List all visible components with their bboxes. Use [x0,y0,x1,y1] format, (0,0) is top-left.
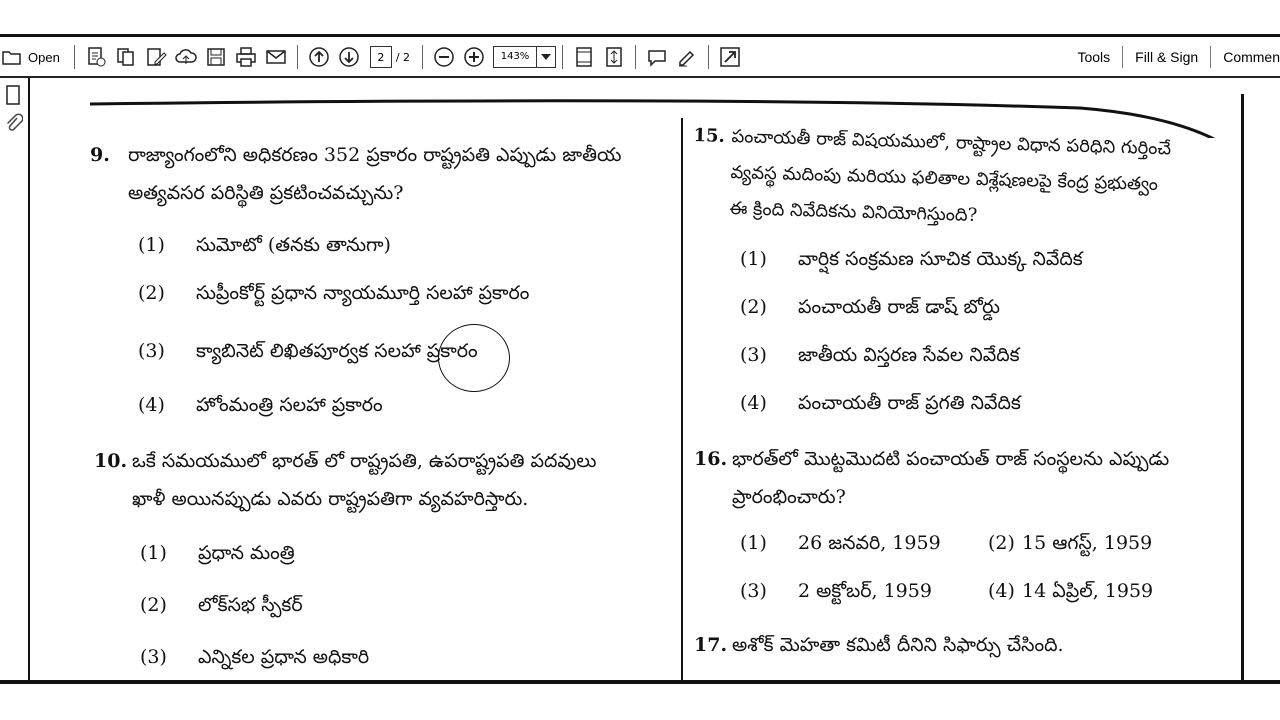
page-thumbnails-button[interactable] [3,84,23,106]
option: (3) ఎన్నికల ప్రధాన అధికారి [140,646,370,668]
option: (2) పంచాయతీ రాజ్ డాష్ బోర్డు [740,296,1000,318]
comment-menu[interactable]: Commen [1223,49,1280,65]
highlighter-icon [676,46,698,68]
option: (1) 26 జనవరి, 1959 (2) 15 ఆగస్ట్, 1959 [740,532,1153,554]
question-text: ఒకే సమయములో భారత్ లో రాష్ట్రపతి, ఉపరాష్ట్రపతి పదవులు [132,450,597,472]
cloud-upload-icon [175,46,197,68]
question-number: 10. [94,450,128,472]
document-view[interactable] [30,78,1280,680]
question-10 [94,442,674,518]
combine-files-icon [115,46,137,68]
attachments-button[interactable] [3,112,23,134]
edit-pdf-icon [145,46,167,68]
arrow-down-circle-icon [338,46,360,68]
zoom-in-button[interactable] [461,44,487,70]
option: (2) సుప్రీంకోర్ట్ ప్రధాన న్యాయమూర్తి సలహా ప్రకారం [138,282,530,304]
page-right-border [1241,94,1244,680]
combine-files-button[interactable] [113,44,139,70]
window-top-border [0,34,1280,37]
right-menu [1065,38,1280,76]
option: (1) ప్రధాన మంత్రి [140,542,295,564]
option: (3) 2 అక్టోబర్, 1959 (4) 14 ఏప్రిల్, 1959 [740,580,1154,602]
tools-menu[interactable]: Tools [1065,46,1123,68]
paperclip-icon [3,112,23,134]
toolbar-separator [297,45,298,69]
fit-page-icon [573,46,595,68]
save-icon [205,46,227,68]
answer-circle-mark [438,324,510,392]
option: (4) పంచాయతీ రాజ్ ప్రగతి నివేదిక [740,392,1021,414]
question-text: అత్యవసర పరిస్థితి ప్రకటించవచ్చును? [128,182,404,204]
open-label: Open [28,49,60,65]
fit-page-button[interactable] [571,44,597,70]
option: (1) వార్షిక సంక్రమణ సూచిక యొక్క నివేదిక [740,248,1083,270]
question-15 [691,118,1234,241]
option: (4) హోంమంత్రి సలహా ప్రకారం [138,394,383,416]
question-text: అశోక్ మెహతా కమిటీ దీనిని సిఫార్సు చేసింది. [732,634,1064,656]
option: (2) లోక్‌సభ స్పీకర్ [140,594,303,616]
reader-toolbar [0,38,1280,78]
save-button[interactable] [203,44,229,70]
comment-icon [646,46,668,68]
page-scroll-icon [603,46,625,68]
option: (3) క్యాబినెట్ లిఖితపూర్వక సలహా ప్రకారం [138,340,478,362]
question-17 [694,626,1234,664]
question-text: భారత్‌లో మొట్టమొదటి పంచాయత్ రాజ్ సంస్థలను ఎప్పుడు [732,448,1170,470]
question-text: వ్యవస్థ మదింపు మరియు ఫలితాల విశ్లేషణలపై కేంద్ర ప్రభుత్వం [730,162,1159,195]
question-text: పంచాయతీ రాజ్ విషయములో, రాష్ట్రాల విధాన పరిధిని గుర్తించే [731,126,1172,160]
create-pdf-icon [85,46,107,68]
page-number-input[interactable]: 2 [370,46,392,68]
question-text: ఈ క్రింది నివేదికను వినియోగిస్తుంది? [729,198,978,226]
previous-page-button[interactable] [306,44,332,70]
edit-pdf-button[interactable] [143,44,169,70]
zoom-out-button[interactable] [431,44,457,70]
window-bottom-border [0,680,1280,684]
question-text: రాజ్యాంగంలోని అధికరణం 352 ప్రకారం రాష్ట్రపతి ఎప్పుడు జాతీయ [128,144,622,166]
question-16 [694,440,1234,516]
scrolling-mode-button[interactable] [601,44,627,70]
question-9 [90,136,670,212]
question-number: 17. [694,634,728,656]
column-divider [681,118,683,680]
toolbar-separator [635,45,636,69]
add-comment-button[interactable] [644,44,670,70]
navigation-pane [0,78,30,680]
option: (1) సుమోటో (తనకు తానుగా) [138,234,391,256]
full-screen-button[interactable] [717,44,743,70]
arrow-up-circle-icon [308,46,330,68]
option: (3) జాతీయ విస్తరణ సేవల నివేదిక [740,344,1020,366]
next-page-button[interactable] [336,44,362,70]
folder-icon [2,48,22,66]
envelope-icon [265,46,287,68]
expand-icon [719,46,741,68]
zoom-value: 143% [494,47,537,67]
create-pdf-button[interactable] [83,44,109,70]
question-text: ఖాళీ అయినప్పుడు ఎవరు రాష్ట్రపతిగా వ్యవహరిస్తారు. [132,488,529,510]
highlight-button[interactable] [674,44,700,70]
page-thumbnails-icon [3,84,23,106]
question-number: 15. [693,124,726,147]
question-text: ప్రారంభించారు? [732,486,846,508]
toolbar-separator [708,45,709,69]
print-button[interactable] [233,44,259,70]
toolbar-separator [74,45,75,69]
toolbar-separator [422,45,423,69]
page-total: / 2 [395,50,411,64]
toolbar-separator [562,45,563,69]
print-icon [235,46,257,68]
question-number: 9. [90,144,110,166]
minus-circle-icon [433,46,455,68]
question-number: 16. [694,448,728,470]
chevron-down-icon[interactable] [537,54,555,60]
zoom-select[interactable] [493,46,556,68]
fill-sign-menu[interactable]: Fill & Sign [1123,46,1211,68]
open-button[interactable] [0,38,68,76]
upload-cloud-button[interactable] [173,44,199,70]
plus-circle-icon [463,46,485,68]
email-button[interactable] [263,44,289,70]
